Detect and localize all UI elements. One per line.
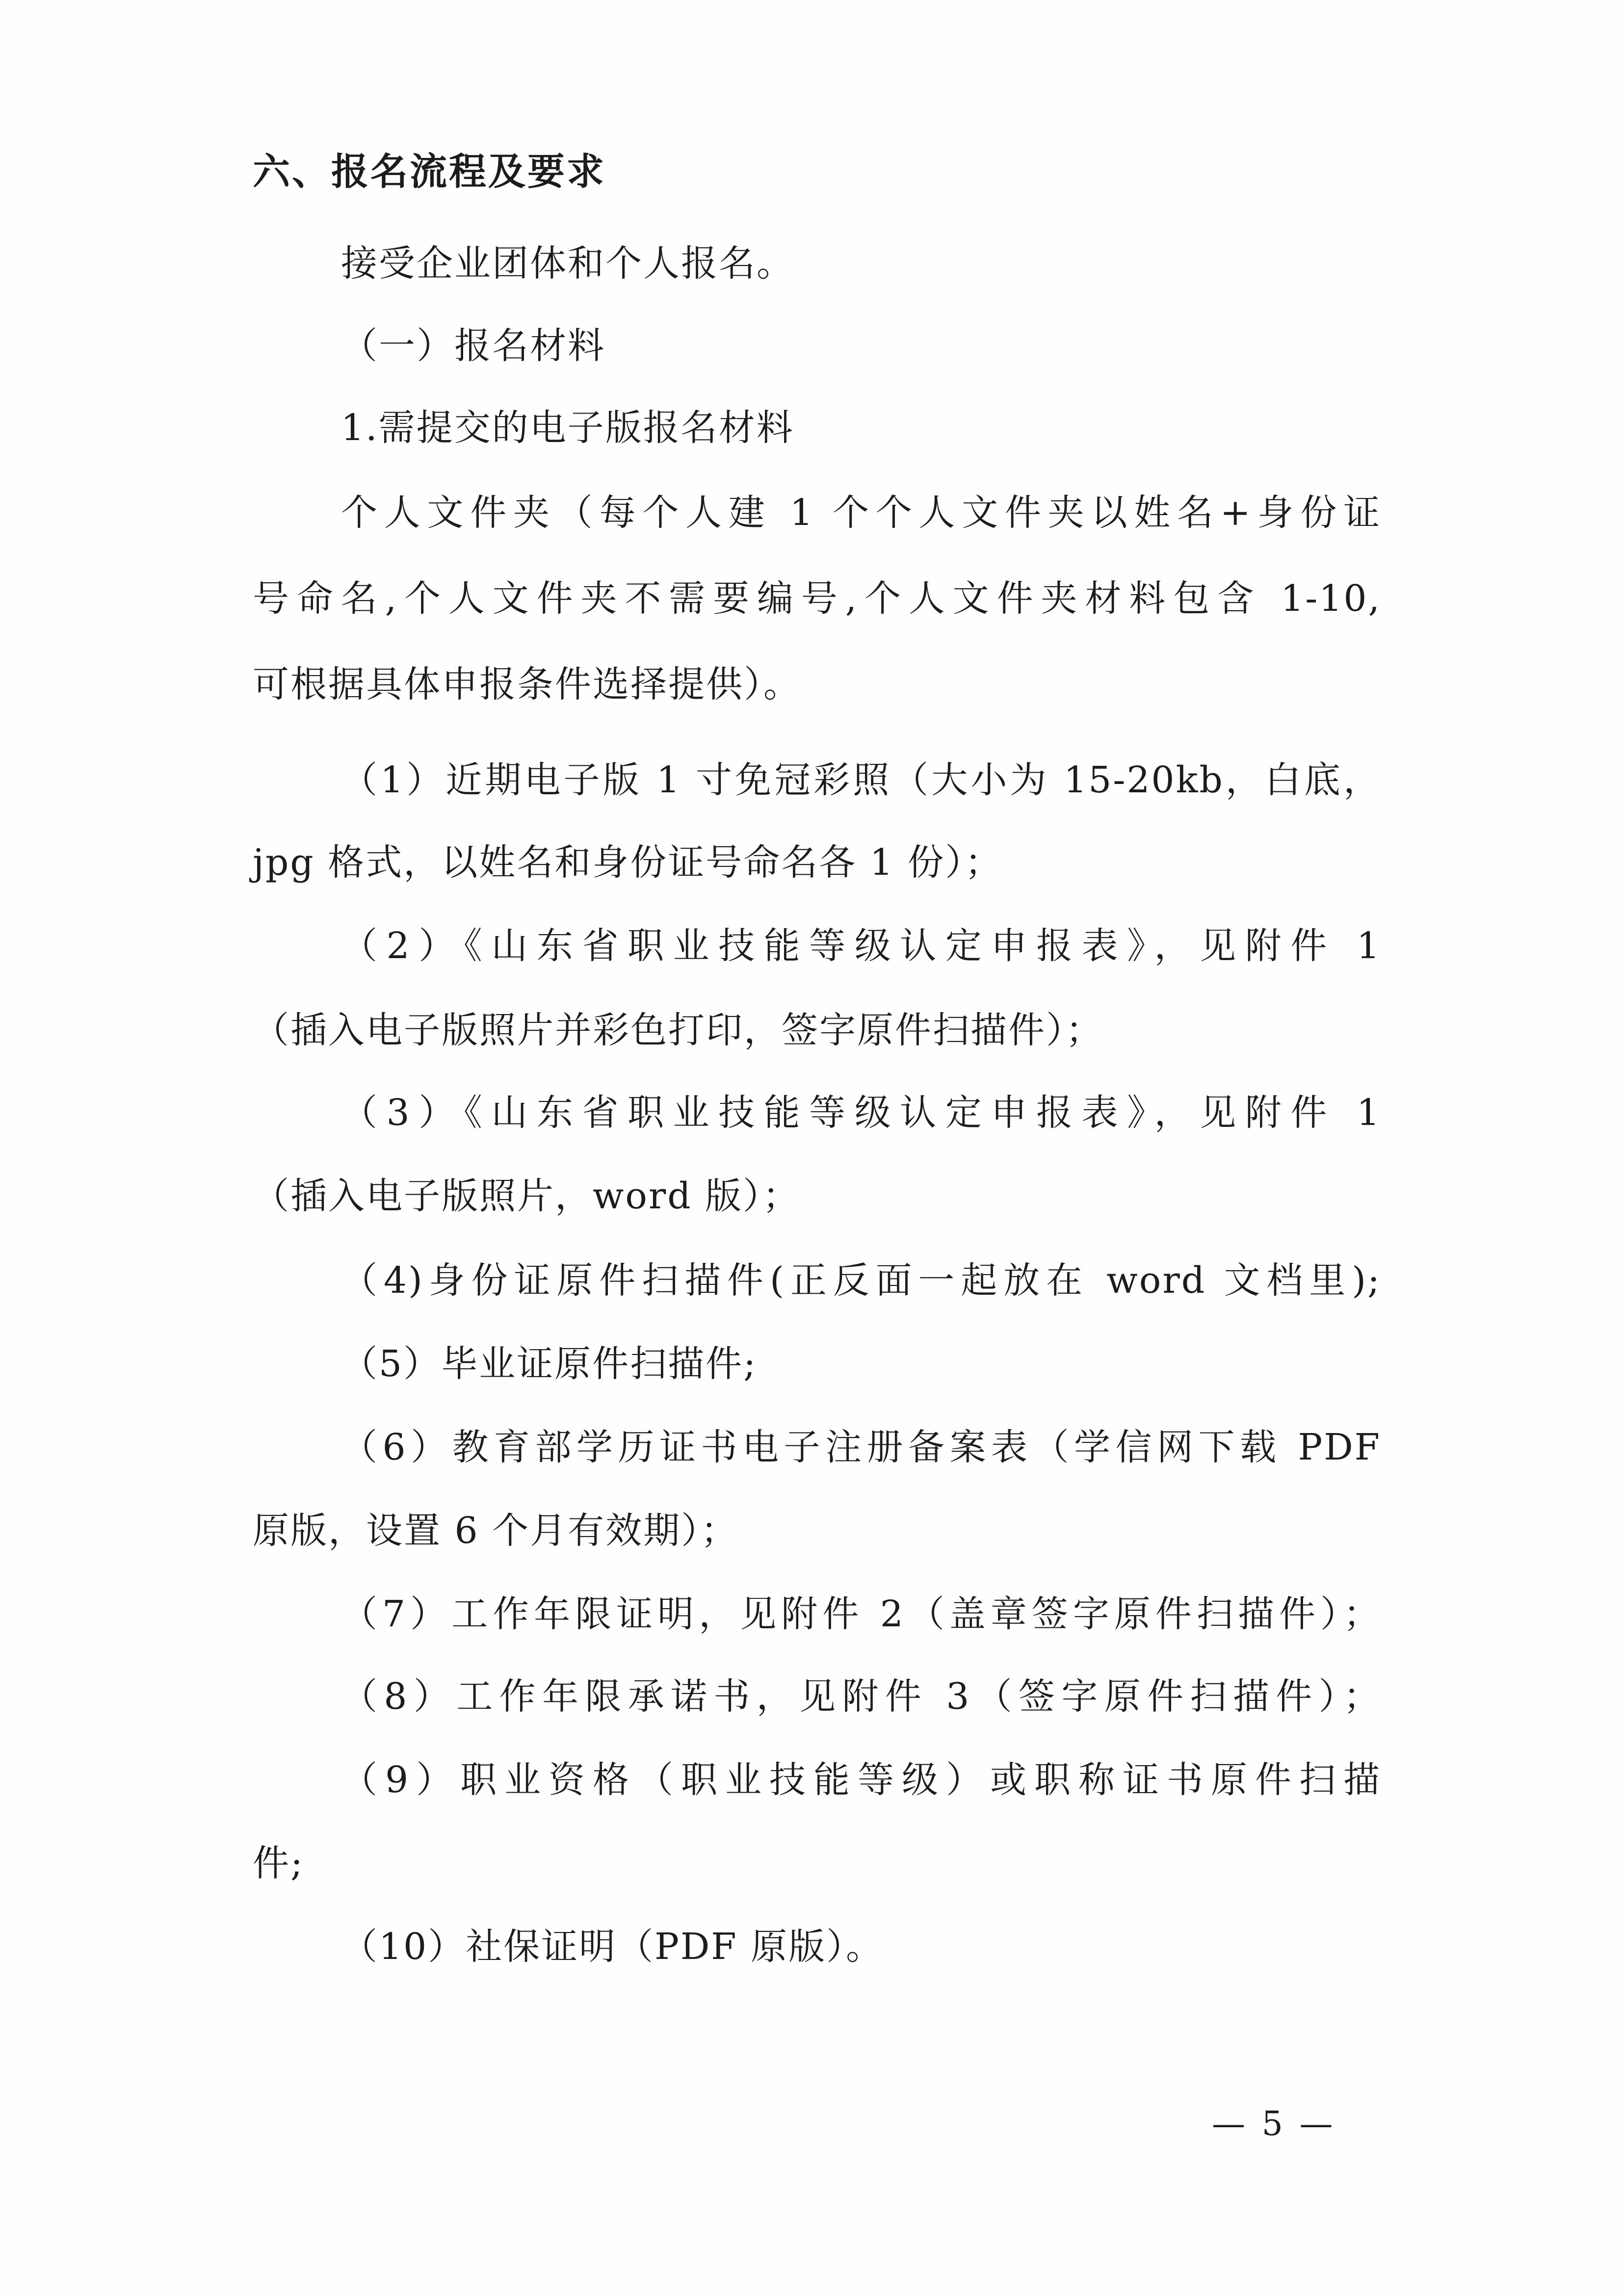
material-line: （6）教育部学历证书电子注册备案表（学信网下载 PDF: [341, 1426, 1381, 1468]
material-line: （5）毕业证原件扫描件;: [341, 1343, 758, 1385]
item-heading: 1.需提交的电子版报名材料: [341, 407, 794, 449]
material-line: （4)身份证原件扫描件(正反面一起放在 word 文档里);: [341, 1259, 1381, 1302]
intro-paragraph: 接受企业团体和个人报名。: [341, 242, 794, 285]
folder-note-line-1: 个人文件夹（每个人建 1 个个人文件夹以姓名+身份证: [341, 492, 1381, 534]
material-line: （2）《山东省职业技能等级认定申报表》，见附件 1: [341, 925, 1381, 967]
material-line: （9）职业资格（职业技能等级）或职称证书原件扫描: [341, 1759, 1381, 1801]
material-line: 件;: [253, 1842, 304, 1884]
material-line: （7）工作年限证明，见附件 2（盖章签字原件扫描件）；: [341, 1593, 1381, 1635]
page-number: — 5 —: [1212, 2105, 1336, 2143]
material-line: （8）工作年限承诺书，见附件 3（签字原件扫描件）；: [341, 1675, 1381, 1718]
material-line: 原版，设置 6 个月有效期）；: [253, 1510, 739, 1552]
material-line: （插入电子版照片，word 版）；: [253, 1175, 801, 1217]
material-line: （插入电子版照片并彩色打印，签字原件扫描件）；: [253, 1009, 1103, 1051]
section-heading: 六、报名流程及要求: [253, 150, 606, 193]
subsection-heading: （一）报名材料: [341, 325, 605, 367]
material-line: （3）《山东省职业技能等级认定申报表》，见附件 1: [341, 1092, 1381, 1134]
material-line: （1）近期电子版 1 寸免冠彩照（大小为 15-20kb，白底，: [341, 759, 1381, 801]
folder-note-line-3: 可根据具体申报条件选择提供）。: [253, 663, 801, 705]
folder-note-line-2: 号命名,个人文件夹不需要编号,个人文件夹材料包含 1-10,: [253, 577, 1381, 620]
material-line: jpg 格式，以姓名和身份证号命名各 1 份）；: [253, 841, 1003, 884]
material-line: （10）社保证明（PDF 原版）。: [341, 1926, 884, 1968]
